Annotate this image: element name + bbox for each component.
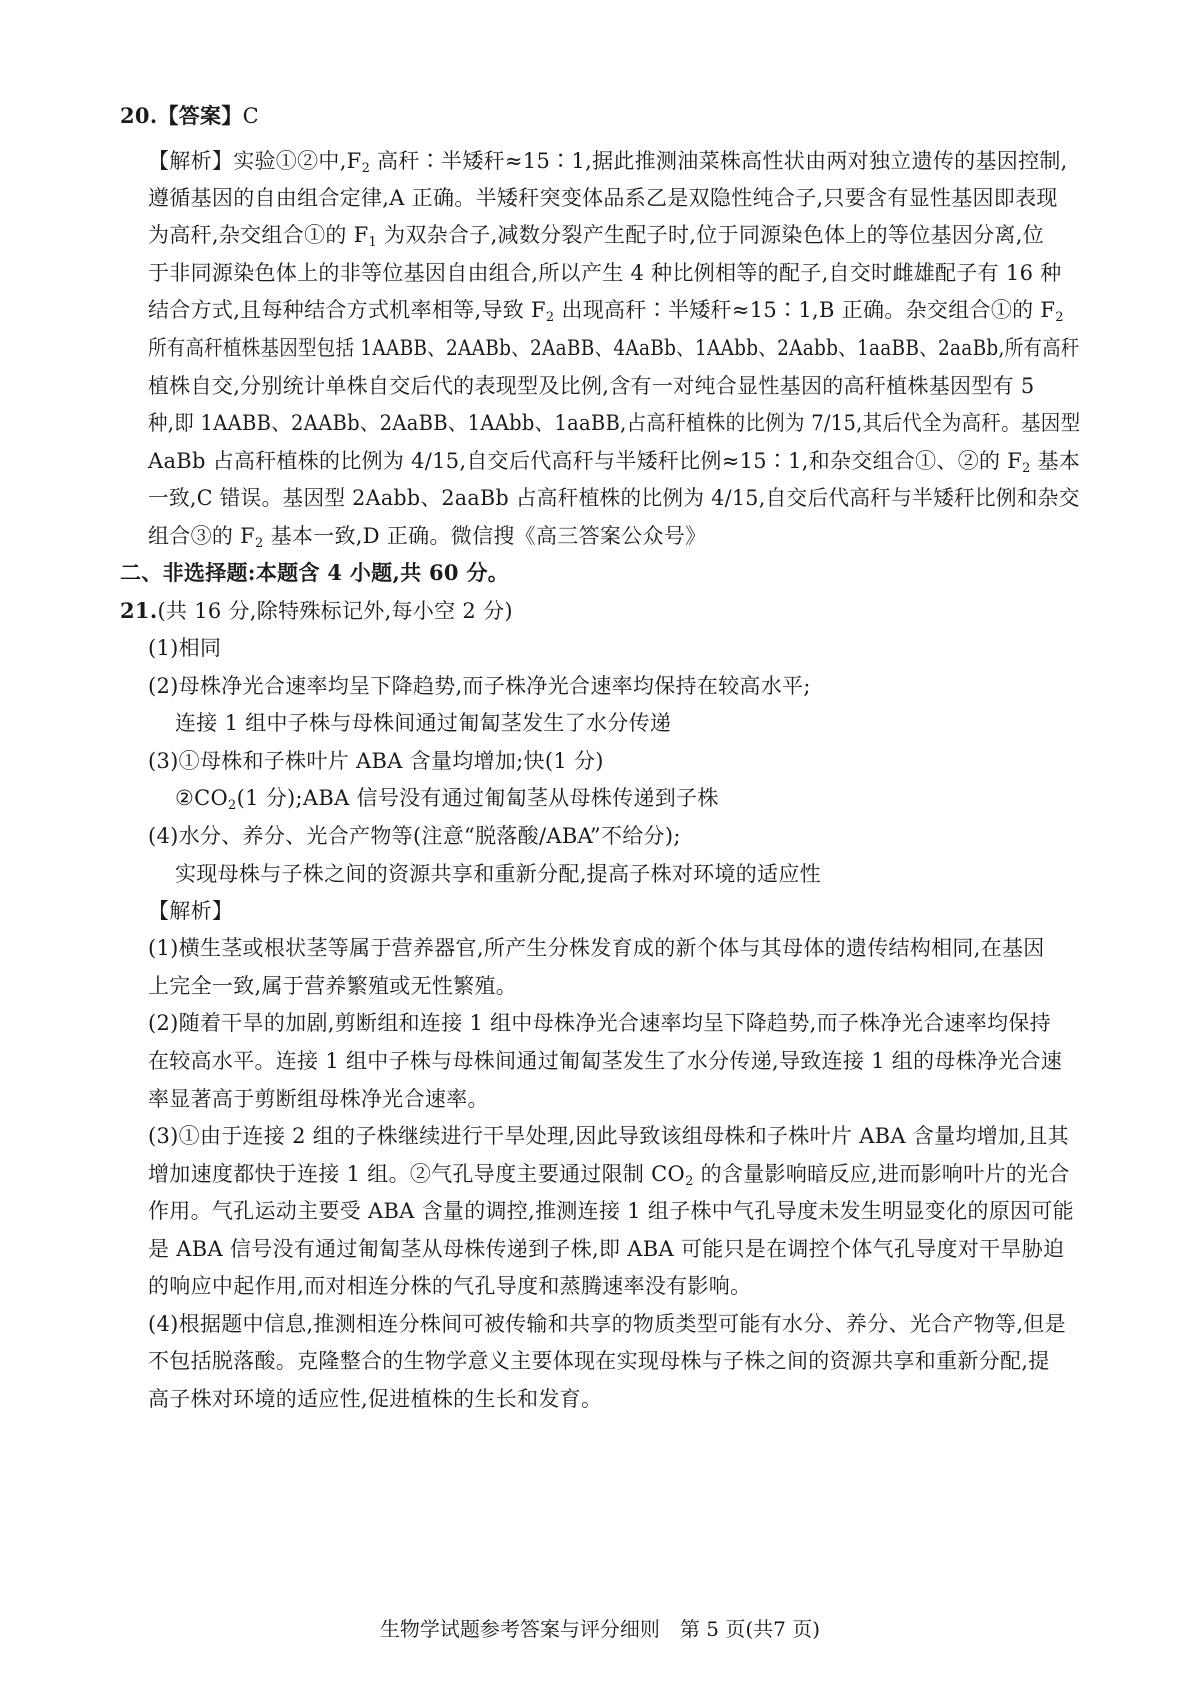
q21-analysis-line-1 [148,971,517,1001]
q21-answer-line-6 [175,859,821,889]
q20-answer: C [242,104,260,128]
q21-analysis-line-2 [148,1008,1051,1038]
text-run: 上完全一致,属于营养繁殖或无性繁殖。 [148,974,518,998]
subscript: 1 [368,235,378,250]
text-run: 不包括脱落酸。克隆整合的生物学意义主要体现在实现母株与子株之间的资源共享和重新分配,提 [148,1349,1050,1373]
subscript: 2 [685,1174,694,1189]
q21-answer-line-5 [148,821,681,851]
section-2-title: 二、非选择题:本题含 4 小题,共 60 分。 [120,560,510,585]
q21-analysis-line-3 [148,1046,1062,1076]
q20-analysis-line-8 [148,446,1080,476]
text-run: 基本一致,D 正确。微信搜《高三答案公众号》 [263,524,707,548]
q21-answer-line-1 [148,671,811,701]
q21-number: 21. [120,598,158,623]
text-run: 植株自交,分别统计单株自交后代的表现型及比例,含有一对纯合显性基因的高秆植株基因型有 5 [148,374,1035,398]
text-run: 种,即 1AABB、2AABb、2AaBB、1AAbb、1aaBB,占高秆植株的比例为 7/15,其后代全为高秆。基因型 [148,411,1081,435]
text-run: 所有高秆植株基因型包括 1AABB、2AABb、2AaBB、4AaBb、1AAbb、2Aabb、1aaBB、2aaBb,所有高秆 [148,336,1080,360]
subscript: 2 [361,161,371,176]
q20-analysis-line-4 [148,295,1064,325]
text-run: (1 分);ABA 信号没有通过匍匐茎从母株传递到子株 [236,786,719,810]
text-run: (3)①由于连接 2 组的子株继续进行干旱处理,因此导致该组母株和子株叶片 ABA 含量均增加,且其 [148,1124,1069,1148]
q21-answer-line-0 [148,633,221,663]
q21-analysis-line-7 [148,1196,1074,1226]
text-run: (4)根据题中信息,推测相连分株间可被传输和共享的物质类型可能有水分、养分、光合产物等,但是 [148,1312,1066,1336]
text-run: 实验①②中,F [233,149,362,173]
text-run: 的响应中起作用,而对相连分株的气孔导度和蒸腾速率没有影响。 [148,1274,752,1298]
q20-analysis-line-5 [148,333,1080,363]
q20-analysis-line-10 [148,521,706,551]
text-run: (2)随着干旱的加剧,剪断组和连接 1 组中母株净光合速率均呈下降趋势,而子株净光合速率均保持 [148,1011,1051,1035]
subscript: 2 [255,536,264,551]
q21-analysis-line-11 [148,1346,1050,1376]
q21-heading [120,596,513,626]
q21-analysis-line-0 [148,933,1045,963]
text-run: 为双杂合子,减数分裂产生配子时,位于同源染色体上的等位基因分离,位 [377,223,1045,247]
text-run: (1)横生茎或根状茎等属于营养器官,所产生分株发育成的新个体与其母体的遗传结构相同,在基因 [148,936,1045,960]
q21-answer-line-4 [175,783,719,813]
q21-intro: (共 16 分,除特殊标记外,每小空 2 分) [157,599,513,623]
text-run: (3)①母株和子株叶片 ABA 含量均增加;快(1 分) [148,749,604,773]
text-run: 高子株对环境的适应性,促进植株的生长和发育。 [148,1387,603,1411]
text-run: 一致,C 错误。基因型 2Aabb、2aaBb 占高秆植株的比例为 4/15,自交后代高秆与半矮秆比例和杂交 [148,486,1080,510]
text-run: 遵循基因的自由组合定律,A 正确。半矮秆突变体品系乙是双隐性纯合子,只要含有显性基因即表现 [148,186,1058,210]
page-footer: 生物学试题参考答案与评分细则 第 5 页(共7 页) [379,1617,821,1641]
text-run: ②CO [175,786,229,810]
text-run: 为高秆,杂交组合①的 F [148,223,369,247]
q21-answer-line-2 [175,708,671,738]
text-run: 作用。气孔运动主要受 ABA 含量的调控,推测连接 1 组子株中气孔导度未发生明显变化的原因可能 [148,1199,1074,1223]
text-run: 连接 1 组中子株与母株间通过匍匐茎发生了水分传递 [175,711,672,735]
q21-analysis-line-5 [148,1121,1069,1151]
q20-analysis-line-7 [148,408,1080,438]
text-run: (1)相同 [148,636,222,660]
text-run: 于非同源染色体上的非等位基因自由组合,所以产生 4 种比例相等的配子,自交时雌雄配子有 16 种 [148,261,1062,285]
q20-heading [120,101,259,131]
q21-analysis-line-10 [148,1309,1066,1339]
text-run: 的含量影响暗反应,进而影响叶片的光合 [693,1162,1070,1186]
q21-analysis-line-6 [148,1159,1070,1189]
text-run: 是 ABA 信号没有通过匍匐茎从母株传递到子株,即 ABA 可能只是在调控个体气孔导度对干旱胁迫 [148,1237,1065,1261]
subscript: 2 [1055,310,1064,325]
text-run: 组合③的 F [148,524,256,548]
q20-analysis-line-1 [148,183,1058,213]
q20-analysis-line-9 [148,483,1080,513]
q21-analysis-line-8 [148,1234,1064,1264]
subscript: 2 [228,798,237,813]
subscript: 2 [1022,461,1031,476]
text-run: AaBb 占高秆植株的比例为 4/15,自交后代高秆与半矮秆比例≈15∶1,和杂交组合①、②的 F [148,449,1023,473]
text-run: (4)水分、养分、光合产物等(注意“脱落酸/ABA”不给分); [148,824,681,848]
q20-number: 20. [120,103,158,128]
q20-answer-tag: 【答案】 [157,103,243,128]
text-run: 增加速度都快于连接 1 组。②气孔导度主要通过限制 CO [148,1162,686,1186]
q20-analysis-line-2 [148,220,1044,250]
text-run: 结合方式,且每种结合方式机率相等,导致 F [148,298,546,322]
q21-answer-line-3 [148,746,604,776]
q20-analysis-line-0 [148,146,1068,176]
text-run: (2)母株净光合速率均呈下降趋势,而子株净光合速率均保持在较高水平; [148,674,811,698]
q20-analysis-tag: 【解析】 [148,149,234,173]
q21-analysis-line-12 [148,1384,602,1414]
q20-analysis-line-3 [148,258,1062,288]
text-run: 高秆∶半矮秆≈15∶1,据此推测油菜株高性状由两对独立遗传的基因控制, [370,149,1068,173]
text-run: 基本 [1030,449,1081,473]
text-run: 在较高水平。连接 1 组中子株与母株间通过匍匐茎发生了水分传递,导致连接 1 组的母株净光合速 [148,1049,1063,1073]
text-run: 率显著高于剪断组母株净光合速率。 [148,1087,489,1111]
q21-analysis-line-4 [148,1084,489,1114]
q21-analysis-tag: 【解析】 [148,899,234,923]
q20-analysis-line-6 [148,371,1035,401]
text-run: 出现高秆∶半矮秆≈15∶1,B 正确。杂交组合①的 F [554,298,1056,322]
q21-analysis-line-9 [148,1271,751,1301]
text-run: 实现母株与子株之间的资源共享和重新分配,提高子株对环境的适应性 [175,862,821,886]
subscript: 2 [545,310,555,325]
